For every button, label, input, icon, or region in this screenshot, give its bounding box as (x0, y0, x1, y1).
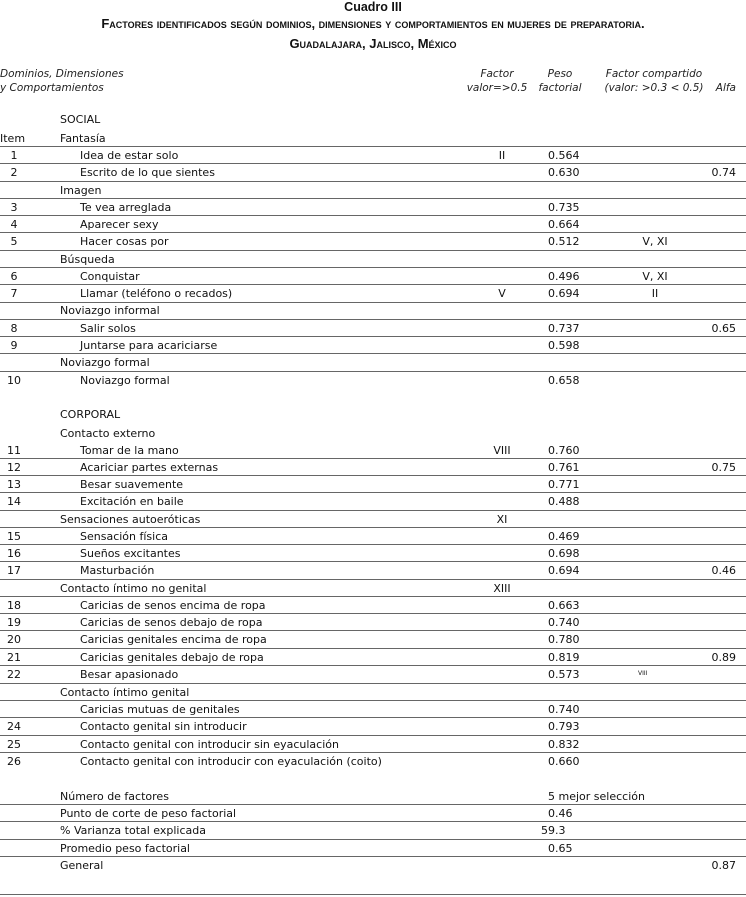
table-rule (0, 630, 746, 631)
table-rule (0, 319, 746, 320)
dimension-row (0, 684, 746, 701)
behavior-name: Caricias de senos debajo de ropa (80, 616, 263, 629)
table-caption-subtitle: Factores identificados según dominios, dimensiones y comportamientos en mujeres de preparatoria. (101, 16, 645, 31)
summary-row (0, 805, 746, 822)
table-row (0, 631, 746, 648)
table-rule (0, 250, 746, 251)
item-number: 9 (10, 339, 18, 352)
behavior-name: Hacer cosas por (80, 235, 169, 248)
table-row (0, 442, 746, 459)
header-shared-factor (596, 67, 712, 95)
summary-label: Promedio peso factorial (60, 842, 190, 855)
dimension-name: Imagen (60, 184, 102, 197)
behavior-name: Noviazgo formal (80, 374, 170, 387)
behavior-name: Tomar de la mano (80, 444, 179, 457)
table-row (0, 285, 746, 302)
item-number: 21 (7, 651, 21, 664)
dimension-row (0, 511, 746, 528)
table-row (0, 216, 746, 233)
header-domains-line1: Dominios, Dimensiones (0, 68, 124, 80)
factor-loading: 0.761 (548, 461, 580, 474)
shared-factor: II (651, 287, 659, 300)
table-rule (0, 302, 746, 303)
alfa-value: 0.75 (711, 461, 736, 474)
summary-row (0, 788, 746, 805)
domain-corporal: CORPORAL (60, 408, 121, 421)
factor-loading: 0.496 (548, 270, 580, 283)
table-rule (0, 700, 746, 701)
dimension-name: Contacto íntimo genital (60, 686, 190, 699)
dimension-row (0, 425, 746, 442)
header-peso (530, 67, 590, 95)
item-number: 20 (7, 633, 21, 646)
dimension-name: Búsqueda (60, 253, 115, 266)
dimension-name: Noviazgo informal (60, 304, 160, 317)
item-number: 12 (7, 461, 21, 474)
factor-loading: 0.737 (548, 322, 580, 335)
item-number: 7 (10, 287, 18, 300)
behavior-name: Excitación en baile (80, 495, 184, 508)
summary-row (0, 840, 746, 857)
factor-loading: 0.771 (548, 478, 580, 491)
summary-label: % Varianza total explicada (60, 824, 207, 837)
table-row (0, 701, 746, 718)
table-rule (0, 752, 746, 753)
factor-loading: 0.469 (548, 530, 580, 543)
table-row (0, 337, 746, 354)
table-rule (0, 804, 746, 805)
behavior-name: Besar suavemente (80, 478, 184, 491)
table-rule (0, 267, 746, 268)
item-number: 8 (10, 322, 18, 335)
table-rule (0, 353, 746, 354)
table-row (0, 268, 746, 285)
header-shared-line2: (valor: >0.3 < 0.5) (604, 82, 704, 94)
behavior-name: Idea de estar solo (80, 149, 179, 162)
table-rule (0, 527, 746, 528)
behavior-name: Sueños excitantes (80, 547, 181, 560)
table-rule (0, 181, 746, 182)
factor-loading: 0.664 (548, 218, 580, 231)
behavior-name: Conquistar (80, 270, 140, 283)
behavior-name: Sensación física (80, 530, 168, 543)
behavior-name: Caricias mutuas de genitales (80, 703, 240, 716)
factor-loading: 0.832 (548, 738, 580, 751)
summary-value: 0.46 (548, 807, 573, 820)
table-row (0, 372, 746, 389)
table-rule (0, 561, 746, 562)
factor-value: VIII (493, 444, 511, 457)
item-number: 19 (7, 616, 21, 629)
header-factor (466, 67, 528, 95)
factor-loading: 0.740 (548, 703, 580, 716)
factor-loading: 0.573 (548, 668, 580, 681)
table-rule (0, 336, 746, 337)
dimension-row (0, 302, 746, 319)
behavior-name: Besar apasionado (80, 668, 179, 681)
item-number: 22 (7, 668, 21, 681)
table-rule (0, 232, 746, 233)
table-caption-title: Cuadro III (344, 0, 402, 14)
dimension-name: Contacto íntimo no genital (60, 582, 207, 595)
table-row (0, 320, 746, 337)
factor-loading: 0.598 (548, 339, 580, 352)
factor-loading: 0.698 (548, 547, 580, 560)
item-number: 24 (7, 720, 21, 733)
table-rule (0, 839, 746, 840)
header-factor-line1: Factor (480, 68, 514, 80)
table-rule (0, 648, 746, 649)
table-rule (0, 579, 746, 580)
table-row (0, 562, 746, 579)
behavior-name: Te vea arreglada (80, 201, 172, 214)
table-rule (0, 894, 746, 895)
table-row (0, 199, 746, 216)
table-rule (0, 665, 746, 666)
domain-social: SOCIAL (60, 113, 101, 126)
table-row (0, 493, 746, 510)
item-number: 17 (7, 564, 21, 577)
dimension-row (0, 354, 746, 371)
table-rule (0, 735, 746, 736)
factor-loading: 0.512 (548, 235, 580, 248)
factor-loading: 0.660 (548, 755, 580, 768)
table-caption-location: Guadalajara, Jalisco, México (289, 36, 457, 51)
table-row (0, 666, 746, 683)
behavior-name: Contacto genital con introducir con eyaculación (coito) (80, 755, 382, 768)
header-item: Item (0, 132, 26, 145)
behavior-name: Contacto genital sin introducir (80, 720, 247, 733)
behavior-name: Aparecer sexy (80, 218, 159, 231)
item-number: 25 (7, 738, 21, 751)
factor-value: XI (496, 513, 508, 526)
item-number: 3 (10, 201, 18, 214)
shared-factor: V, XI (642, 235, 668, 248)
dimension-row (0, 130, 746, 147)
shared-factor: V, XI (642, 270, 668, 283)
table-rule (0, 544, 746, 545)
factor-loading: 0.630 (548, 166, 580, 179)
header-peso-line1: Peso (547, 68, 573, 80)
table-row (0, 753, 746, 770)
item-number: 16 (7, 547, 21, 560)
item-number: 4 (10, 218, 18, 231)
factor-loading: 0.819 (548, 651, 580, 664)
header-alfa: Alfa (715, 82, 736, 94)
table-rule (0, 596, 746, 597)
alfa-value: 0.87 (711, 859, 736, 872)
item-number: 13 (7, 478, 21, 491)
dimension-row (0, 182, 746, 199)
dimension-name: Contacto externo (60, 427, 156, 440)
table-rule (0, 146, 746, 147)
factor-loading: 0.658 (548, 374, 580, 387)
summary-row (0, 857, 746, 874)
dimension-row (0, 251, 746, 268)
behavior-name: Llamar (teléfono o recados) (80, 287, 233, 300)
factor-loading: 0.760 (548, 444, 580, 457)
header-domains (0, 67, 124, 95)
dimension-row (0, 580, 746, 597)
factor-value: V (498, 287, 506, 300)
table-rule (0, 284, 746, 285)
table-row (0, 233, 746, 250)
table-row (0, 649, 746, 666)
table-rule (0, 717, 746, 718)
summary-row (0, 822, 746, 839)
alfa-value: 0.89 (711, 651, 736, 664)
item-number: 15 (7, 530, 21, 543)
item-number: 1 (10, 149, 18, 162)
factor-loading: 0.694 (548, 287, 580, 300)
table-row (0, 147, 746, 164)
header-shared-line1: Factor compartido (605, 68, 703, 80)
header-domains-line2: y Comportamientos (0, 82, 104, 94)
superscript-viii: VIII (638, 670, 648, 677)
item-number: 26 (7, 755, 21, 768)
table-row (0, 545, 746, 562)
table-row (0, 718, 746, 735)
table-rule (0, 458, 746, 459)
behavior-name: Escrito de lo que sientes (80, 166, 215, 179)
table-rule (0, 163, 746, 164)
table-rule (0, 821, 746, 822)
factor-loading: 0.663 (548, 599, 580, 612)
factor-value: XIII (493, 582, 511, 595)
dimension-name: Noviazgo formal (60, 356, 150, 369)
table-rule (0, 492, 746, 493)
summary-label: General (60, 859, 104, 872)
alfa-value: 0.65 (711, 322, 736, 335)
factor-value: II (498, 149, 506, 162)
table-row (0, 528, 746, 545)
table-row (0, 459, 746, 476)
item-number: 18 (7, 599, 21, 612)
factor-loading: 0.780 (548, 633, 580, 646)
behavior-name: Acariciar partes externas (80, 461, 219, 474)
table-row (0, 476, 746, 493)
table-row (0, 164, 746, 181)
header-factor-line2: valor=>0.5 (466, 82, 528, 94)
header-peso-line2: factorial (538, 82, 582, 94)
factor-loading: 0.735 (548, 201, 580, 214)
behavior-name: Masturbación (80, 564, 155, 577)
alfa-value: 0.74 (711, 166, 736, 179)
table-rule (0, 683, 746, 684)
table-rule (0, 371, 746, 372)
summary-value: 5 mejor selección (548, 790, 645, 803)
behavior-name: Caricias genitales debajo de ropa (80, 651, 264, 664)
summary-value: 0.65 (548, 842, 573, 855)
factor-loading: 0.793 (548, 720, 580, 733)
behavior-name: Salir solos (80, 322, 136, 335)
alfa-value: 0.46 (711, 564, 736, 577)
table-rule (0, 613, 746, 614)
behavior-name: Caricias de senos encima de ropa (80, 599, 266, 612)
table-rule (0, 856, 746, 857)
item-number: 14 (7, 495, 21, 508)
table-rule (0, 198, 746, 199)
behavior-name: Juntarse para acariciarse (80, 339, 218, 352)
table-row (0, 614, 746, 631)
item-number: 11 (7, 444, 21, 457)
summary-label: Punto de corte de peso factorial (60, 807, 237, 820)
factor-loading: 0.694 (548, 564, 580, 577)
table-rule (0, 475, 746, 476)
behavior-name: Contacto genital con introducir sin eyaculación (80, 738, 339, 751)
item-number: 5 (10, 235, 18, 248)
table-rule (0, 215, 746, 216)
dimension-name: Sensaciones autoeróticas (60, 513, 201, 526)
behavior-name: Caricias genitales encima de ropa (80, 633, 267, 646)
table-row (0, 736, 746, 753)
item-number: 6 (10, 270, 18, 283)
table-rule (0, 510, 746, 511)
summary-label: Número de factores (60, 790, 169, 803)
factor-loading: 0.488 (548, 495, 580, 508)
item-number: 2 (10, 166, 18, 179)
summary-value: 59.3 (541, 824, 566, 837)
table-row (0, 597, 746, 614)
item-number: 10 (7, 374, 21, 387)
dimension-name: Fantasía (60, 132, 106, 145)
factor-loading: 0.740 (548, 616, 580, 629)
factor-loading: 0.564 (548, 149, 580, 162)
